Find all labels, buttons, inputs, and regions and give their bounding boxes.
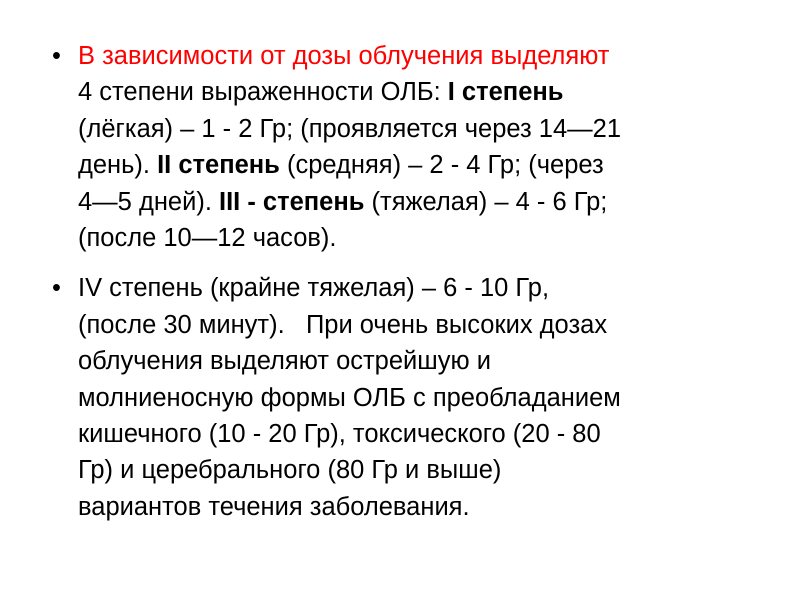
degree-3-tail: (после 10—12 часов).	[78, 224, 337, 253]
degree-4-text: IV степень (крайне тяжелая) – 6 - 10 Гр,	[78, 274, 550, 303]
high-dose-text: При очень высоких дозах	[305, 310, 608, 339]
degree-1-text: (лёгкая) – 1 - 2 Гр; (проявляется через 14—21	[78, 114, 622, 143]
degree-2-tail: 4—5 дней).	[78, 187, 219, 216]
high-dose-line-3: облучения выделяют острейшую и	[78, 347, 491, 376]
high-dose-line-7: вариантов течения заболевания.	[78, 492, 470, 521]
degree-1-tail: день).	[78, 151, 158, 180]
bullet-dot-icon: •	[52, 42, 61, 70]
bullet-dot-icon: •	[52, 274, 61, 303]
bullet-item-severity-degrees	[46, 38, 746, 256]
degree-3-text: (тяжелая) – 4 - 6 Гр;	[364, 187, 608, 216]
high-dose-line-4: молниеносную формы ОЛБ с преобладанием	[78, 383, 621, 412]
degree-3-label: III - степень	[219, 187, 365, 216]
high-dose-line-6: Гр) и церебрального (80 Гр и выше)	[78, 456, 502, 485]
degree-2-label: II степень	[157, 151, 280, 180]
degree-1-label: I степень	[447, 78, 564, 107]
bullet-list	[46, 38, 746, 539]
severity-text: 4 степени выраженности ОЛБ:	[78, 78, 448, 107]
intro-text: В зависимости от дозы облучения выделяют	[78, 42, 610, 70]
bullet-item-degree-4	[46, 270, 746, 525]
high-dose-line-5: кишечного (10 - 20 Гр), токсического (20 - 80	[78, 420, 601, 449]
degree-2-text: (средняя) – 2 - 4 Гр; (через	[279, 151, 604, 180]
degree-4-tail: (после 30 минут).	[78, 310, 285, 339]
